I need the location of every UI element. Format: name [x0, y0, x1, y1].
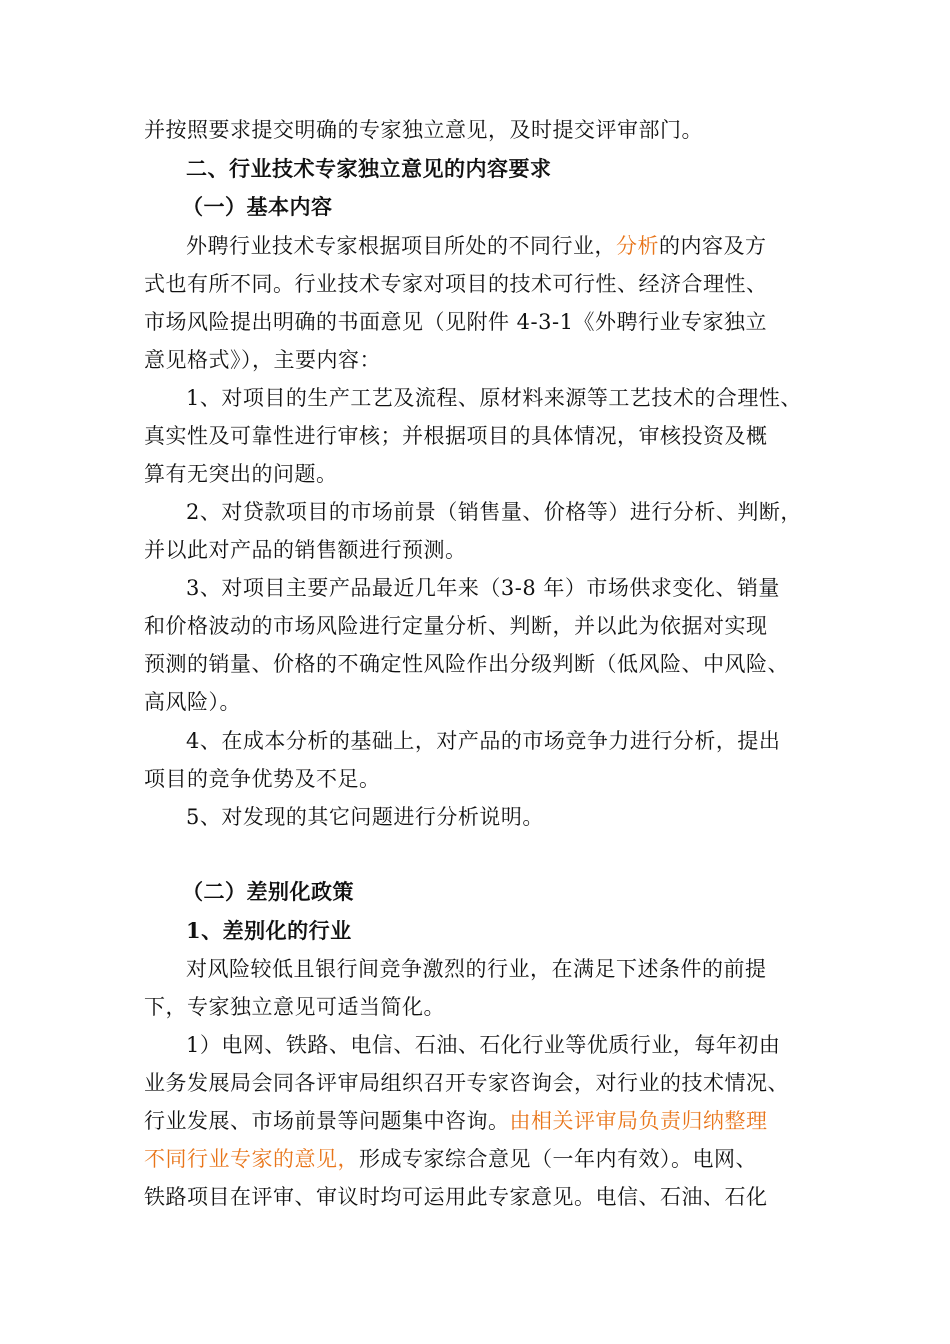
paragraph-line: 算有无突出的问题。 [144, 462, 338, 486]
paragraph-line: 真实性及可靠性进行审核；并根据项目的具体情况，审核投资及概 [144, 424, 768, 448]
list-item-line: 1）电网、铁路、电信、石油、石化行业等优质行业，每年初由 [186, 1033, 781, 1057]
paragraph-line: 并以此对产品的销售额进行预测。 [144, 538, 467, 562]
paragraph-line: 下，专家独立意见可适当简化。 [144, 995, 445, 1019]
paragraph-line: 式也有所不同。行业技术专家对项目的技术可行性、经济合理性、 [144, 272, 768, 296]
paragraph-line [144, 1107, 824, 1135]
list-item-line: 5、对发现的其它问题进行分析说明。 [186, 805, 544, 829]
text-run: 行业发展、市场前景等问题集中咨询。 [144, 1109, 510, 1133]
subsection-heading: （一）基本内容 [182, 194, 333, 219]
paragraph-line: 铁路项目在评审、审议时均可运用此专家意见。电信、石油、石化 [144, 1185, 768, 1209]
section-heading: 二、行业技术专家独立意见的内容要求 [186, 156, 552, 181]
highlighted-text: 分析 [616, 234, 659, 258]
paragraph-line: 预测的销量、价格的不确定性风险作出分级判断（低风险、中风险、 [144, 652, 789, 676]
text-run: 形成专家综合意见（一年内有效）。电网、 [359, 1147, 757, 1171]
paragraph-line [186, 232, 866, 260]
text-run: 的内容及方 [659, 234, 767, 258]
highlighted-text: 不同行业专家的意见， [144, 1147, 359, 1171]
paragraph-line [144, 1145, 824, 1173]
highlighted-text: 由相关评审局负责归纳整理 [509, 1109, 768, 1133]
paragraph-line: 并按照要求提交明确的专家独立意见，及时提交评审部门。 [144, 118, 703, 142]
subsection-heading: 1、差别化的行业 [186, 918, 352, 943]
list-item-line: 1、对项目的生产工艺及流程、原材料来源等工艺技术的合理性、 [186, 386, 802, 410]
paragraph-line: 对风险较低且银行间竞争激烈的行业，在满足下述条件的前提 [186, 957, 767, 981]
list-item-line: 3、对项目主要产品最近几年来（3-8 年）市场供求变化、销量 [186, 576, 780, 600]
subsection-heading: （二）差别化政策 [182, 879, 354, 904]
paragraph-line: 和价格波动的市场风险进行定量分析、判断，并以此为依据对实现 [144, 614, 768, 638]
list-item-line: 2、对贷款项目的市场前景（销售量、价格等）进行分析、判断， [186, 500, 802, 524]
paragraph-line: 项目的竞争优势及不足。 [144, 767, 381, 791]
paragraph-line: 市场风险提出明确的书面意见（见附件 4-3-1《外聘行业专家独立 [144, 310, 767, 334]
list-item-line: 4、在成本分析的基础上，对产品的市场竞争力进行分析，提出 [186, 729, 781, 753]
paragraph-line: 意见格式》），主要内容： [144, 348, 381, 372]
paragraph-line: 高风险）。 [144, 690, 241, 714]
text-run: 外聘行业技术专家根据项目所处的不同行业， [186, 234, 616, 258]
paragraph-line: 业务发展局会同各评审局组织召开专家咨询会，对行业的技术情况、 [144, 1071, 789, 1095]
